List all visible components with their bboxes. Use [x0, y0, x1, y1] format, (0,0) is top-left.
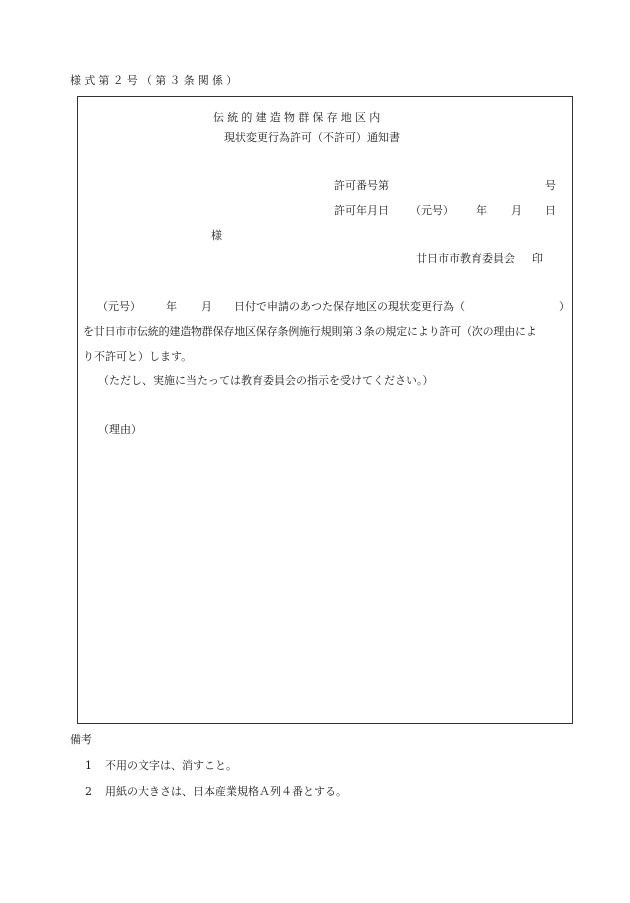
body-close-paren: ） [559, 300, 570, 313]
body-era: （元号） [97, 300, 141, 313]
remark-item-text: 不用の文字は、消すこと。 [105, 759, 237, 772]
remarks-title: 備考 [70, 733, 92, 746]
seal-mark: 印 [532, 252, 543, 265]
body-line2: を廿日市市伝統的建造物群保存地区保存条例施行規則第３条の規定により許可（次の理由によ [83, 325, 537, 338]
permit-date-label: 許可年月日 [334, 204, 389, 217]
addressee-suffix: 様 [211, 229, 222, 242]
form-title-line1: 伝統的建造物群保存地区内 [213, 111, 384, 124]
body-note: （ただし、実施に当たっては教育委員会の指示を受けてください。） [98, 374, 434, 387]
reason-label: （理由） [98, 423, 142, 436]
form-box [77, 96, 573, 724]
permit-number-label: 許可番号第 [334, 179, 389, 192]
permit-number-suffix: 号 [545, 179, 556, 192]
permit-date-year: 年 [476, 204, 487, 217]
permit-date-month: 月 [511, 204, 522, 217]
body-day-text: 日付で申請のあつた保存地区の現状変更行為（ [234, 300, 465, 313]
remark-item-text: 用紙の大きさは、日本産業規格Ａ列４番とする。 [105, 785, 347, 798]
body-line3: り不許可と）します。 [83, 350, 193, 363]
form-number-label: 様式第２号（第３条関係） [70, 74, 241, 87]
issuer-name: 廿日市市教育委員会 [416, 252, 515, 265]
permit-date-era: （元号） [410, 204, 454, 217]
permit-date-day: 日 [545, 204, 556, 217]
remark-item-number: 2 [85, 785, 92, 798]
form-title-line2: 現状変更行為許可（不許可）通知書 [224, 131, 400, 144]
remark-item-number: 1 [85, 759, 92, 772]
body-month: 月 [201, 300, 212, 313]
body-year: 年 [166, 300, 177, 313]
